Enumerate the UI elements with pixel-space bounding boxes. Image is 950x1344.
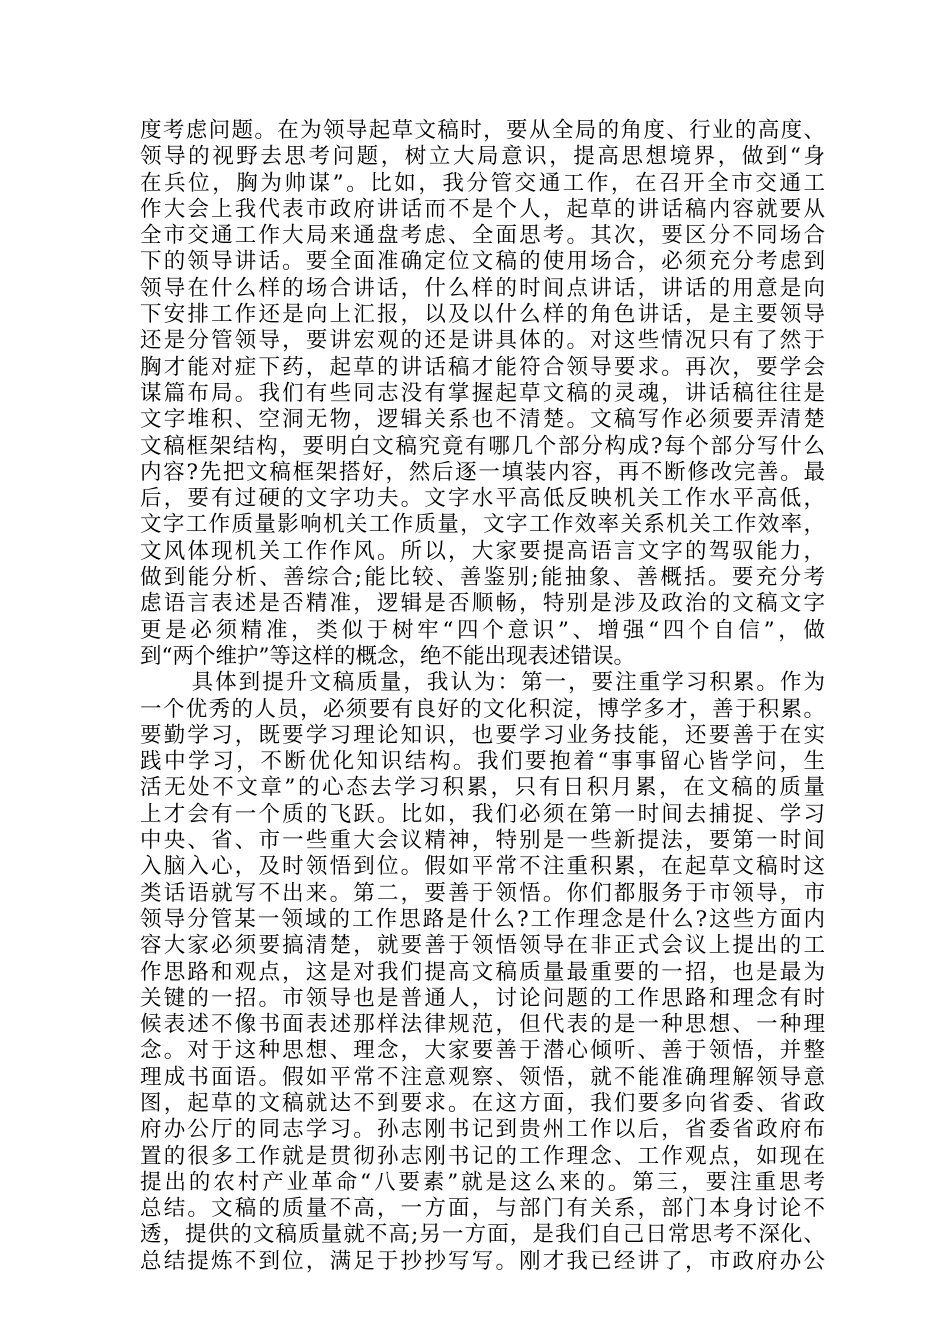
text-line: 透，提供的文稿质量就不高;另一方面，是我们自己日常思考不深化、 (140, 1222, 825, 1248)
text-line: 作大会上我代表市政府讲话而不是个人，起草的讲话稿内容就要从 (140, 196, 825, 222)
text-line: 类话语就写不出来。第二，要善于领悟。你们都服务于市领导，市 (140, 880, 825, 906)
text-line: 下的领导讲话。要全面准确定位文稿的使用场合，必须充分考虑到 (140, 249, 825, 275)
text-line: 谋篇布局。我们有些同志没有掌握起草文稿的灵魂，讲话稿往往是 (140, 380, 825, 406)
text-line: 上才会有一个质的飞跃。比如，我们必须在第一时间去捕捉、学习 (140, 801, 825, 827)
text-line: 文稿框架结构，要明白文稿究竟有哪几个部分构成?每个部分写什么 (140, 433, 825, 459)
text-line: 领导的视野去思考问题，树立大局意识，提高思想境界，做到“身 (140, 144, 825, 170)
text-line: 后，要有过硬的文字功夫。文字水平高低反映机关工作水平高低， (140, 486, 825, 512)
text-line: 作思路和观点，这是对我们提高文稿质量最重要的一招，也是最为 (140, 959, 825, 985)
text-line: 置的很多工作就是贯彻孙志刚书记的工作理念、工作观点，如现在 (140, 1143, 825, 1169)
document-page (140, 118, 825, 1275)
text-line: 到“两个维护”等这样的概念，绝不能出现表述错误。 (140, 643, 635, 669)
text-line: 关键的一招。市领导也是普通人，讨论问题的工作思路和理念有时 (140, 985, 825, 1011)
text-line: 在兵位，胸为帅谋”。比如，我分管交通工作，在召开全市交通工 (140, 170, 825, 196)
text-line: 容大家必须要搞清楚，就要善于领悟领导在非正式会议上提出的工 (140, 933, 825, 959)
text-line: 念。对于这种思想、理念，大家要善于潜心倾听、善于领悟，并整 (140, 1038, 825, 1064)
text-line: 提出的农村产业革命“八要素”就是这么来的。第三，要注重思考 (140, 1169, 825, 1195)
text-line: 图，起草的文稿就达不到要求。在这方面，我们要多向省委、省政 (140, 1090, 825, 1116)
text-line: 度考虑问题。在为领导起草文稿时，要从全局的角度、行业的高度、 (140, 118, 825, 143)
text-line: 中央、省、市一些重大会议精神，特别是一些新提法，要第一时间 (140, 828, 825, 854)
document-body (140, 118, 825, 1275)
text-line: 内容?先把文稿框架搭好，然后逐一填装内容，再不断修改完善。最 (140, 459, 825, 485)
text-line: 总结。文稿的质量不高，一方面，与部门有关系，部门本身讨论不 (140, 1196, 825, 1222)
text-line: 下安排工作还是向上汇报，以及以什么样的角色讲话，是主要领导 (140, 302, 825, 328)
text-line: 总结提炼不到位，满足于抄抄写写。刚才我已经讲了，市政府办公 (140, 1248, 825, 1274)
text-line: 领导在什么样的场合讲话，什么样的时间点讲话，讲话的用意是向 (140, 275, 825, 301)
text-line: 文风体现机关工作作风。所以，大家要提高语言文字的驾驭能力， (140, 538, 825, 564)
text-line: 活无处不文章”的心态去学习积累，只有日积月累，在文稿的质量 (140, 775, 825, 801)
text-line: 领导分管某一领域的工作思路是什么?工作理念是什么?这些方面内 (140, 906, 825, 932)
text-line: 具体到提升文稿质量，我认为：第一，要注重学习积累。作为 (191, 670, 825, 696)
paragraph (140, 118, 825, 670)
text-line: 文字工作质量影响机关工作质量，文字工作效率关系机关工作效率， (140, 512, 825, 538)
text-line: 更是必须精准，类似于树牢“四个意识”、增强“四个自信”，做 (140, 617, 825, 643)
text-line: 一个优秀的人员，必须要有良好的文化积淀，博学多才，善于积累。 (140, 696, 825, 722)
text-line: 践中学习，不断优化知识结构。我们要抱着“事事留心皆学问，生 (140, 749, 825, 775)
text-line: 府办公厅的同志学习。孙志刚书记到贵州工作以后，省委省政府布 (140, 1117, 825, 1143)
text-line: 理成书面语。假如平常不注意观察、领悟，就不能准确理解领导意 (140, 1064, 825, 1090)
text-line: 虑语言表述是否精准，逻辑是否顺畅，特别是涉及政治的文稿文字 (140, 591, 825, 617)
text-line: 入脑入心，及时领悟到位。假如平常不注重积累，在起草文稿时这 (140, 854, 825, 880)
text-line: 全市交通工作大局来通盘考虑、全面思考。其次，要区分不同场合 (140, 223, 825, 249)
text-line: 文字堆积、空洞无物，逻辑关系也不清楚。文稿写作必须要弄清楚 (140, 407, 825, 433)
text-line: 还是分管领导，要讲宏观的还是讲具体的。对这些情况只有了然于 (140, 328, 825, 354)
text-line: 候表述不像书面表述那样法律规范，但代表的是一种思想、一种理 (140, 1012, 825, 1038)
text-line: 要勤学习，既要学习理论知识，也要学习业务技能，还要善于在实 (140, 722, 825, 748)
text-line: 做到能分析、善综合;能比较、善鉴别;能抽象、善概括。要充分考 (140, 565, 825, 591)
paragraph (140, 670, 825, 1275)
text-line: 胸才能对症下药，起草的讲话稿才能符合领导要求。再次，要学会 (140, 354, 825, 380)
